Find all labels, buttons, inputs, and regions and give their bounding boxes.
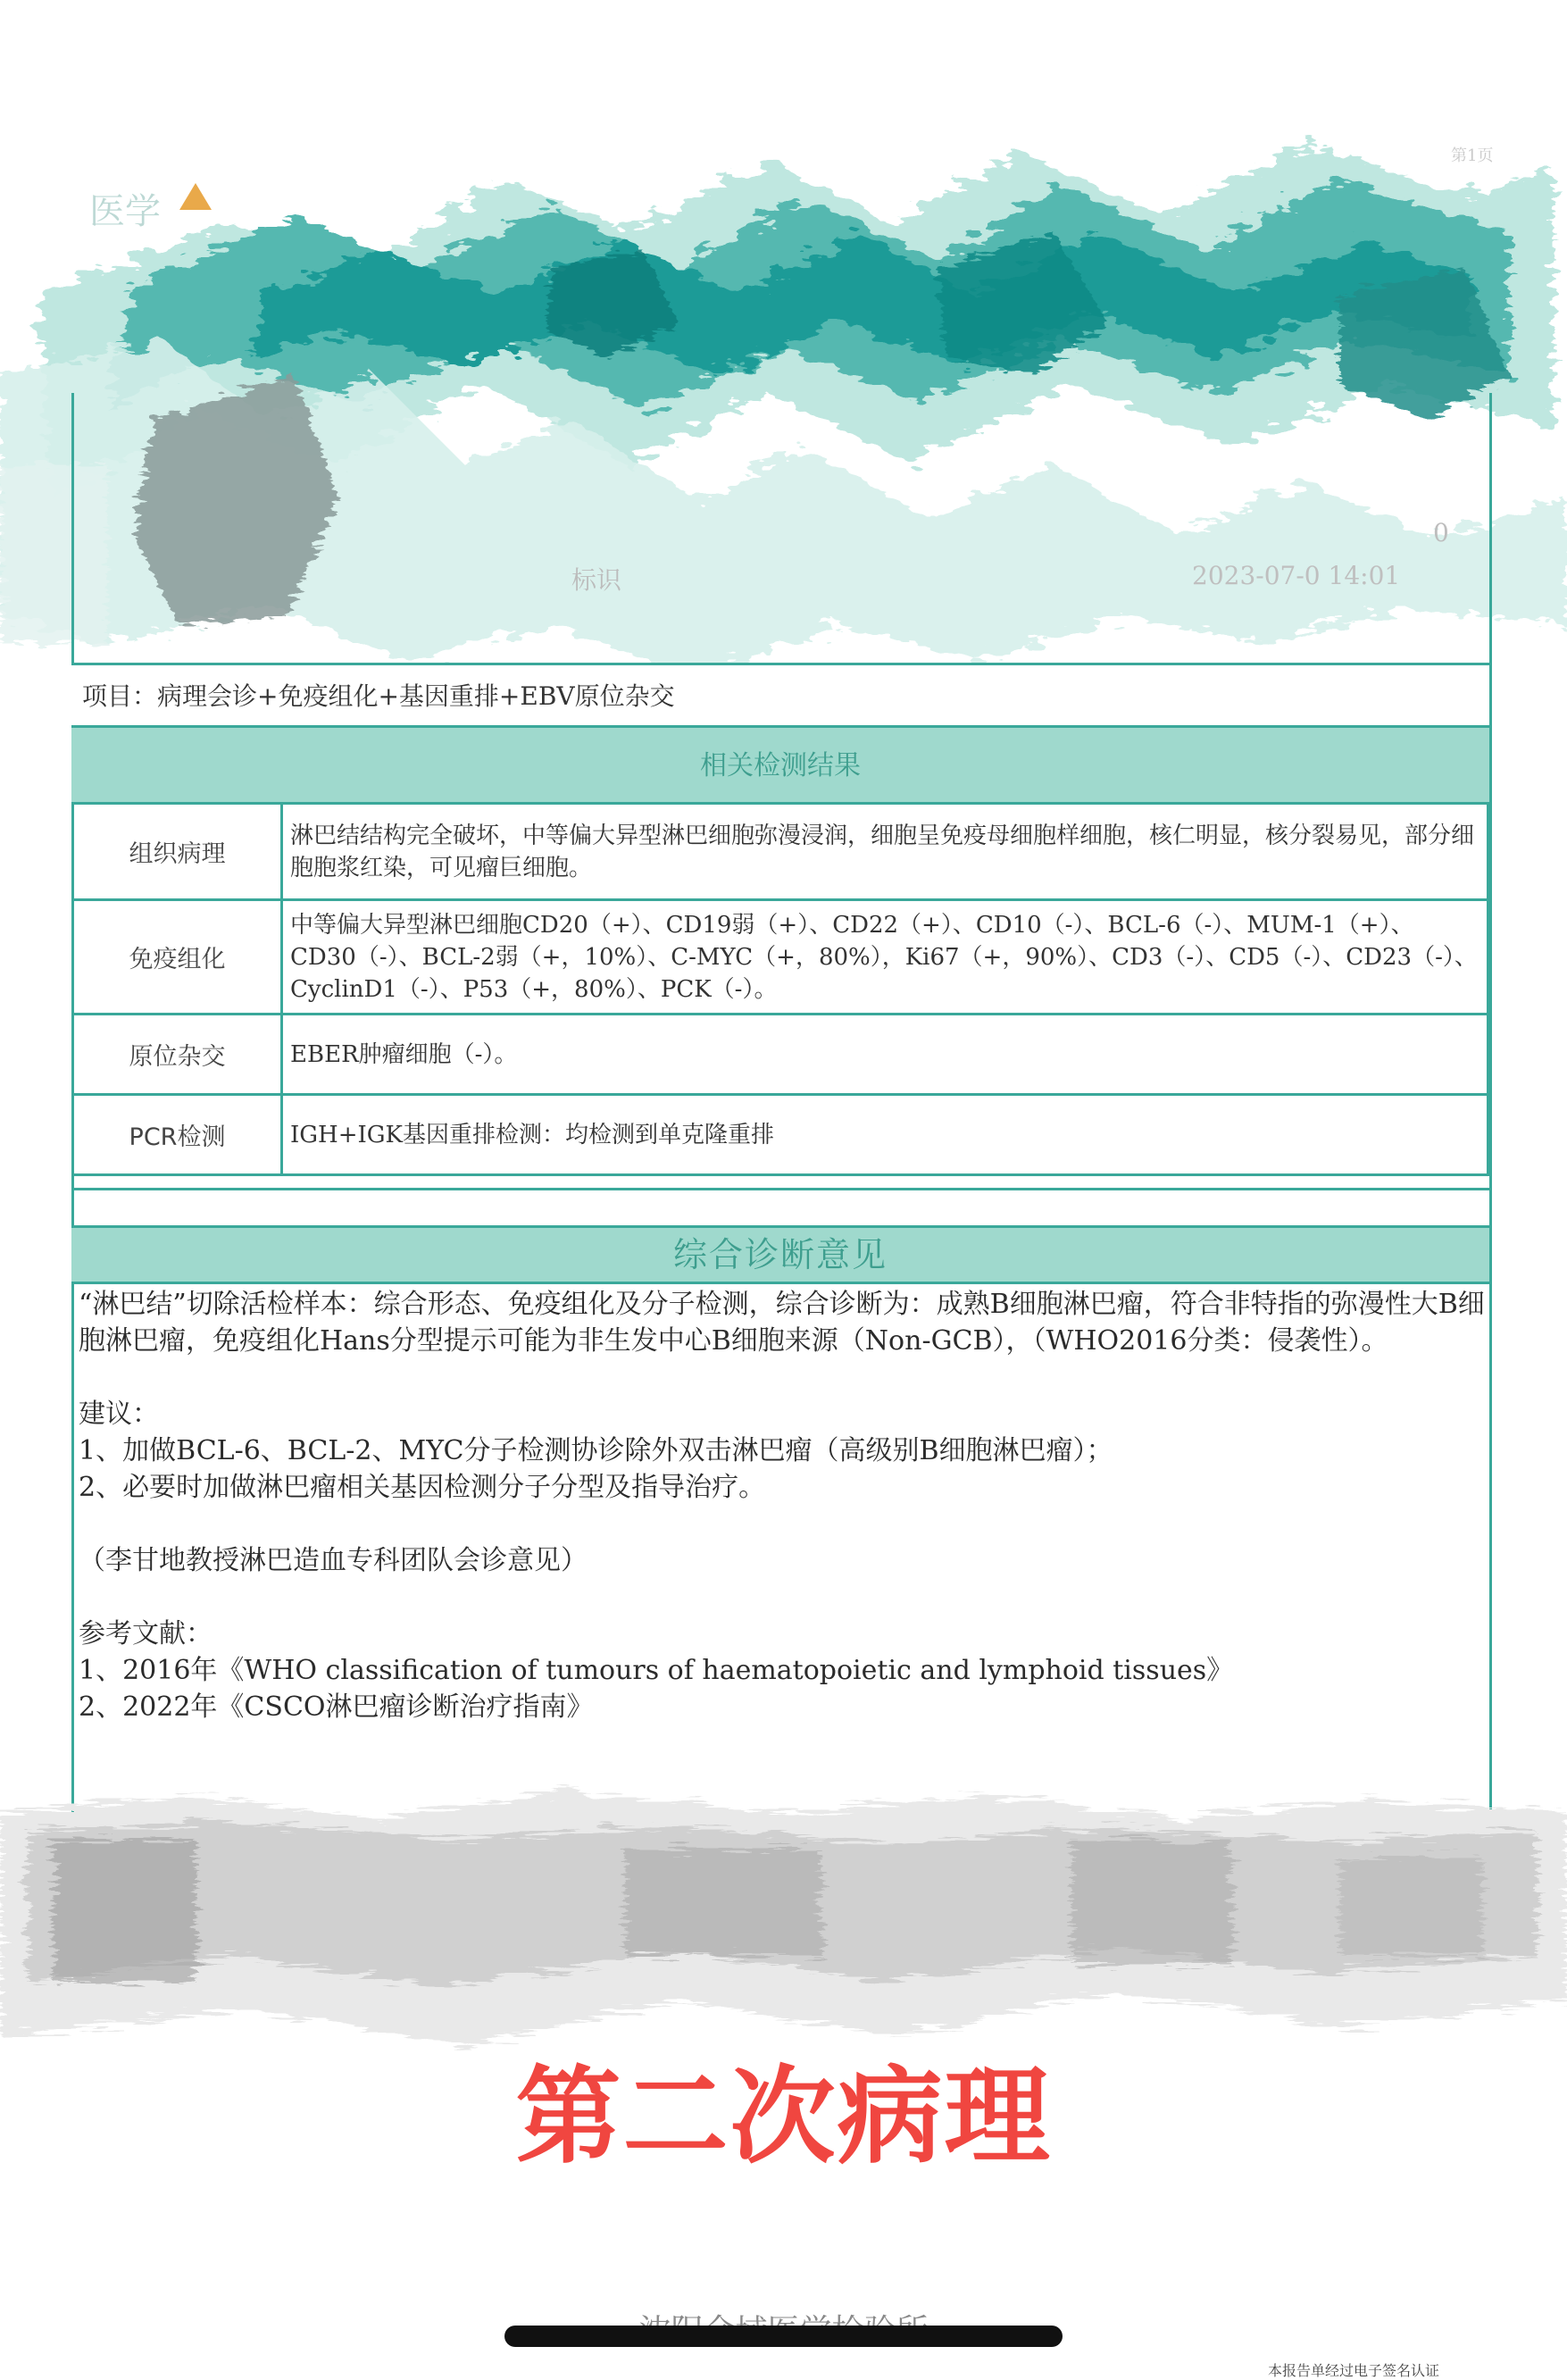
row-label: 组织病理 <box>73 804 282 900</box>
scroll-indicator[interactable] <box>504 2326 1063 2347</box>
row-value: EBER肿瘤细胞（-）。 <box>282 1015 1488 1095</box>
footer-note: 本报告单经过电子签名认证 <box>1268 2362 1440 2379</box>
table-row <box>73 1015 1488 1095</box>
grey-paint-overlay <box>0 1777 1567 2072</box>
project-row: 项目：病理会诊+免疫组化+基因重排+EBV原位杂交 <box>71 663 1489 725</box>
reference-item: 2、2022年《CSCO淋巴瘤诊断治疗指南》 <box>79 1691 594 1723</box>
row-label: 原位杂交 <box>73 1015 282 1095</box>
advice-item: 1、加做BCL-6、BCL-2、MYC分子检测协诊除外双击淋巴瘤（高级别B细胞淋巴瘤）； <box>79 1435 1113 1466</box>
brand-logo-text: 医学 <box>89 183 212 234</box>
brand-logo-icon <box>179 183 212 210</box>
spacer-row <box>71 1188 1489 1228</box>
advice-item: 2、必要时加做淋巴瘤相关基因检测分子分型及指导治疗。 <box>79 1472 766 1503</box>
diagnosis-body <box>79 1286 1489 1725</box>
table-row <box>73 900 1488 1015</box>
references-heading: 参考文献： <box>79 1618 213 1649</box>
meta-digit: 0 <box>1433 518 1449 547</box>
page-indicator: 第1页 <box>1451 146 1494 165</box>
reference-item: 1、2016年《WHO classification of tumours of haematopoietic and lymphoid tissues》 <box>79 1655 1234 1686</box>
row-value: 淋巴结结构完全破坏，中等偏大异型淋巴细胞弥漫浸润，细胞呈免疫母细胞样细胞，核仁明显，核分裂易见，部分细胞胞浆红染，可见瘤巨细胞。 <box>282 804 1488 900</box>
results-section-title: 相关检测结果 <box>71 725 1489 807</box>
diagnosis-conclusion: “淋巴结”切除活检样本：综合形态、免疫组化及分子检测，综合诊断为：成熟B细胞淋巴瘤，符合非特指的弥漫性大B细胞淋巴瘤，免疫组化Hans分型提示可能为非生发中心B细胞来源（Non-GCB），（WHO2016分类：侵袭性）。 <box>79 1289 1485 1357</box>
overlay-title: 第二次病理 <box>515 2055 1052 2178</box>
consult-note: （李甘地教授淋巴造血专科团队会诊意见） <box>79 1545 588 1576</box>
report-time: 2023-07-0 14:01 <box>1192 561 1401 590</box>
diagnosis-section-title: 综合诊断意见 <box>71 1225 1489 1284</box>
row-value: 中等偏大异型淋巴细胞CD20（+）、CD19弱（+）、CD22（+）、CD10（-）、BCL-6（-）、MUM-1（+）、CD30（-）、BCL-2弱（+，10%）、C-MYC（+，80%），Ki67（+，90%）、CD3（-）、CD5（-）、CD23（-）、CyclinD1（-）、P53（+，80%）、PCK（-）。 <box>282 900 1488 1015</box>
advice-heading: 建议： <box>79 1399 159 1430</box>
table-row <box>73 1095 1488 1175</box>
row-label: PCR检测 <box>73 1095 282 1175</box>
specimen-label: 标识 <box>571 565 622 595</box>
row-value: IGH+IGK基因重排检测：均检测到单克隆重排 <box>282 1095 1488 1175</box>
results-table <box>71 802 1489 1176</box>
row-label: 免疫组化 <box>73 900 282 1015</box>
table-row <box>73 804 1488 900</box>
